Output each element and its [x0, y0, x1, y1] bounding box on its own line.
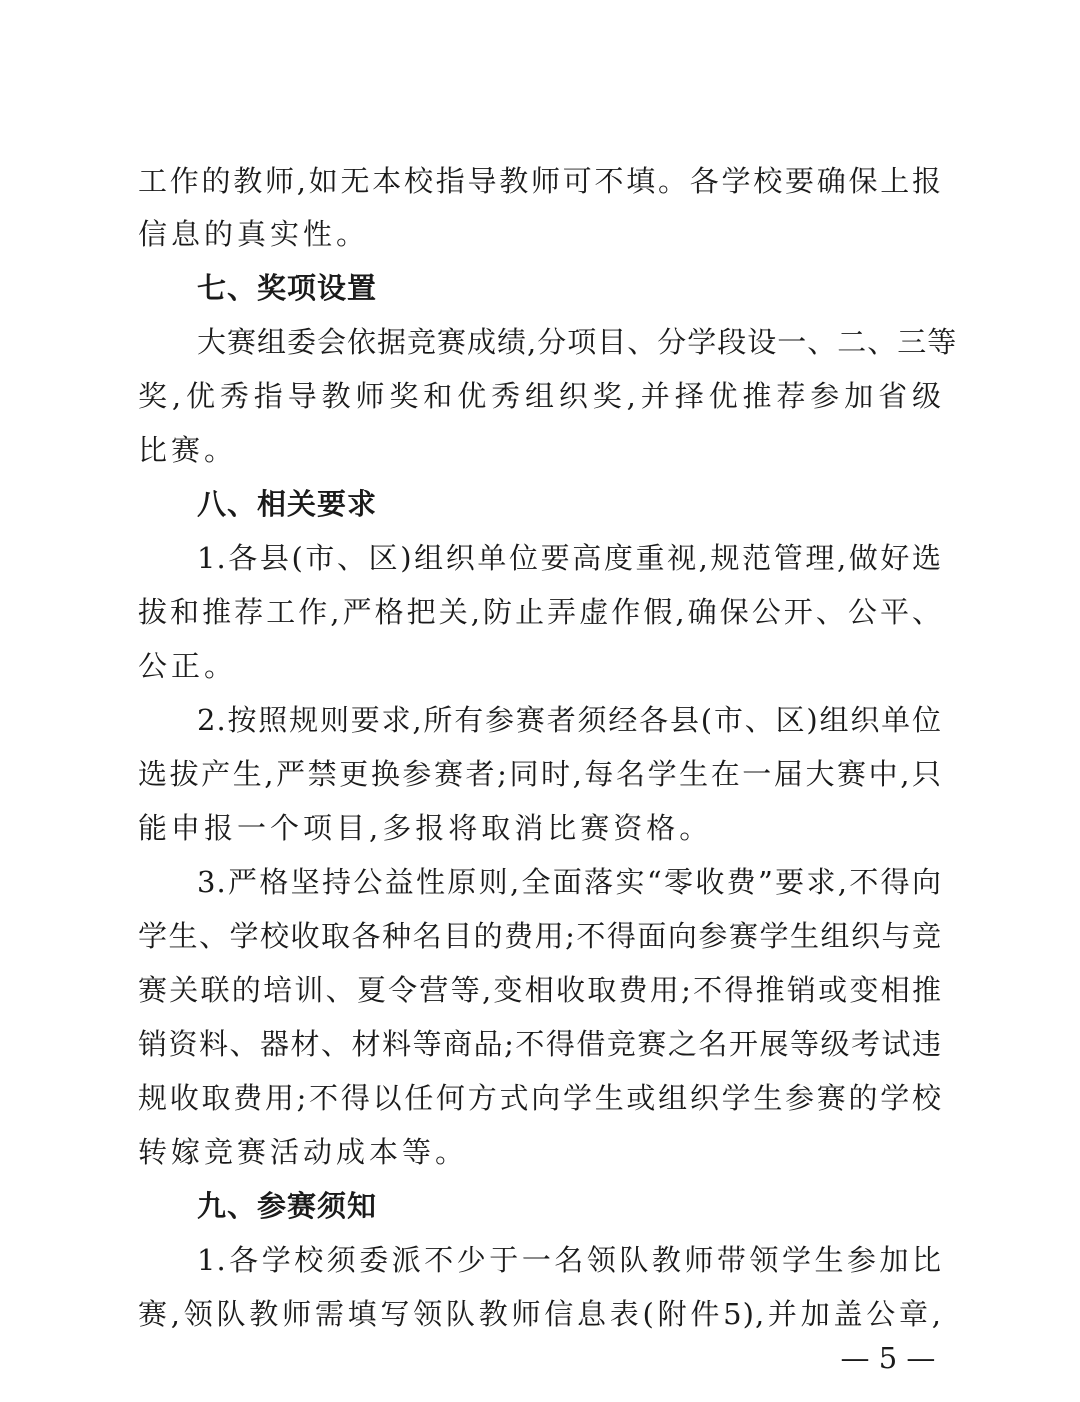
- paragraph-line: 工作的教师,如无本校指导教师可不填。各学校要确保上报: [138, 164, 942, 198]
- paragraph-line: 1.各县(市、区)组织单位要高度重视,规范管理,做好选: [197, 541, 942, 575]
- paragraph-line: 转嫁竞赛活动成本等。: [138, 1135, 469, 1169]
- paragraph-line: 大赛组委会依据竞赛成绩,分项目、分学段设一、二、三等: [197, 325, 958, 359]
- section-heading-awards: 七、奖项设置: [197, 271, 378, 305]
- paragraph-line: 2.按照规则要求,所有参赛者须经各县(市、区)组织单位: [197, 703, 942, 737]
- paragraph-line: 拔和推荐工作,严格把关,防止弄虚作假,确保公开、公平、: [138, 595, 942, 629]
- paragraph-line: 规收取费用;不得以任何方式向学生或组织学生参赛的学校: [138, 1081, 942, 1115]
- section-heading-notice: 九、参赛须知: [197, 1189, 378, 1223]
- paragraph-line: 信息的真实性。: [138, 217, 370, 251]
- paragraph-line: 奖,优秀指导教师奖和优秀组织奖,并择优推荐参加省级: [138, 379, 942, 413]
- paragraph-line: 销资料、器材、材料等商品;不得借竞赛之名开展等级考试违: [138, 1027, 942, 1061]
- page-number: — 5 —: [840, 1341, 936, 1375]
- paragraph-line: 3.严格坚持公益性原则,全面落实“零收费”要求,不得向: [197, 865, 942, 899]
- paragraph-line: 比赛。: [138, 433, 238, 467]
- paragraph-line: 学生、学校收取各种名目的费用;不得面向参赛学生组织与竞: [138, 919, 942, 953]
- paragraph-line: 能申报一个项目,多报将取消比赛资格。: [138, 811, 713, 845]
- section-heading-requirements: 八、相关要求: [197, 487, 378, 521]
- paragraph-line: 赛,领队教师需填写领队教师信息表(附件5),并加盖公章,: [138, 1297, 943, 1331]
- paragraph-line: 1.各学校须委派不少于一名领队教师带领学生参加比: [197, 1243, 942, 1277]
- paragraph-line: 赛关联的培训、夏令营等,变相收取费用;不得推销或变相推: [138, 973, 942, 1007]
- paragraph-line: 公正。: [138, 649, 238, 683]
- paragraph-line: 选拔产生,严禁更换参赛者;同时,每名学生在一届大赛中,只: [138, 757, 942, 791]
